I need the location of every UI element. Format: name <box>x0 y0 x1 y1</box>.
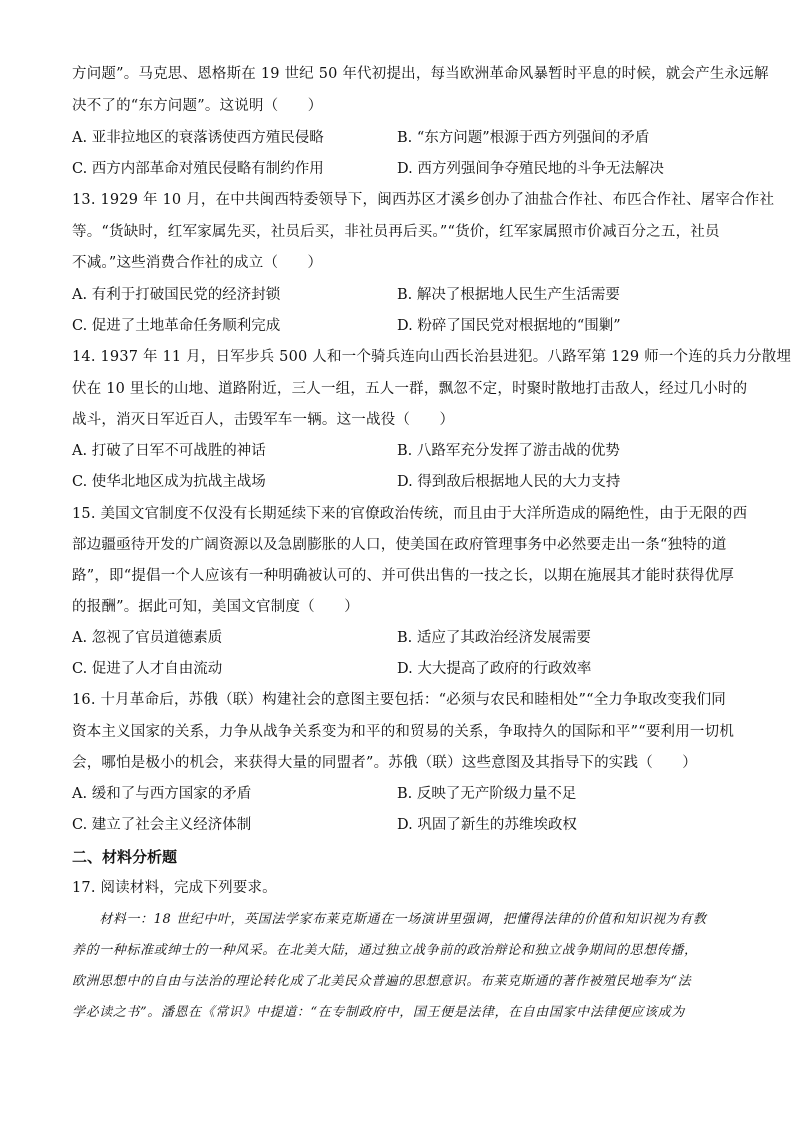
q14-stem-line-1: 14. 1937 年 11 月，日军步兵 500 人和一个骑兵连向山西长治县进犯。八路军第 129 师一个连的兵力分散埋 <box>72 349 792 365</box>
q15-option-b: B. 适应了其政治经济发展需要 <box>397 630 591 646</box>
q12-option-d: D. 西方列强间争夺殖民地的斗争无法解决 <box>397 161 664 177</box>
q13-option-d: D. 粉碎了国民党对根据地的“围剿” <box>397 318 621 334</box>
q15-option-c: C. 促进了人才自由流动 <box>72 661 223 677</box>
q17-material-line-3: 欧洲思想中的自由与法治的理论转化成了北美民众普遍的思想意识。布莱克斯通的著作被殖民地奉为“法 <box>72 974 692 989</box>
q14-stem-line-2: 伏在 10 里长的山地、道路附近，三人一组，五人一群，飘忽不定，时聚时散地打击敌人，经过几小时的 <box>72 381 748 397</box>
q12-stem-line-2: 决不了的“东方问题”。这说明（ ） <box>72 98 323 114</box>
q14-option-d: D. 得到敌后根据地人民的大力支持 <box>397 474 621 490</box>
q17-material-line-4: 学必读之书”。潘恩在《常识》中提道：“在专制政府中，国王便是法律，在自由国家中法律便应该成为 <box>72 1005 685 1020</box>
section-title: 二、材料分析题 <box>72 848 178 866</box>
q17-material-line-1: 材料一：18 世纪中叶，英国法学家布莱克斯通在一场演讲里强调，把懂得法律的价值和知识视为有教 <box>72 912 707 927</box>
q14-option-c: C. 使华北地区成为抗战主战场 <box>72 474 266 490</box>
q15-stem-line-1: 15. 美国文官制度不仅没有长期延续下来的官僚政治传统，而且由于大洋所造成的隔绝性，由于无限的西 <box>72 506 748 522</box>
q12-option-c: C. 西方内部革命对殖民侵略有制约作用 <box>72 161 324 177</box>
q15-stem-line-3: 路”，即“提倡一个人应该有一种明确被认可的、并可供出售的一技之长，以期在施展其才能时获得优厚 <box>72 568 735 584</box>
q16-option-c: C. 建立了社会主义经济体制 <box>72 817 252 833</box>
q16-option-a: A. 缓和了与西方国家的矛盾 <box>72 786 252 802</box>
q16-option-d: D. 巩固了新生的苏维埃政权 <box>397 817 577 833</box>
q17-stem: 17. 阅读材料，完成下列要求。 <box>72 880 277 896</box>
q15-stem-line-2: 部边疆亟待开发的广阔资源以及急剧膨胀的人口，使美国在政府管理事务中必然要走出一条“独特的道 <box>72 537 727 553</box>
q13-option-b: B. 解决了根据地人民生产生活需要 <box>397 287 620 303</box>
q12-option-b: B. “东方问题”根源于西方列强间的矛盾 <box>397 130 650 146</box>
q15-stem-line-4: 的报酬”。据此可知，美国文官制度（ ） <box>72 599 359 615</box>
q14-option-a: A. 打破了日军不可战胜的神话 <box>72 443 266 459</box>
q15-option-a: A. 忽视了官员道德素质 <box>72 630 223 646</box>
q12-option-a: A. 亚非拉地区的衰落诱使西方殖民侵略 <box>72 130 324 146</box>
q13-option-a: A. 有利于打破国民党的经济封锁 <box>72 287 281 303</box>
q15-option-d: D. 大大提高了政府的行政效率 <box>397 661 592 677</box>
q13-stem-line-3: 不减。”这些消费合作社的成立（ ） <box>72 255 323 271</box>
q13-stem-line-2: 等。“货缺时，红军家属先买，社员后买，非社员再后买。”“货价，红军家属照市价减百分之五，社员 <box>72 224 720 240</box>
q13-option-c: C. 促进了土地革命任务顺利完成 <box>72 318 281 334</box>
q16-stem-line-1: 16. 十月革命后，苏俄（联）构建社会的意图主要包括：“必须与农民和睦相处”“全力争取改变我们同 <box>72 692 727 708</box>
q14-stem-line-3: 战斗，消灭日军近百人，击毁军车一辆。这一战役（ ） <box>72 412 455 428</box>
q17-material-line-2: 养的一种标准或绅士的一种风采。在北美大陆，通过独立战争前的政治辩论和独立战争期间的思想传播， <box>72 943 698 958</box>
q12-stem-line-1: 方问题”。马克思、恩格斯在 19 世纪 50 年代初提出，每当欧洲革命风暴暂时平息的时候，就会产生永远解 <box>72 66 769 82</box>
q16-option-b: B. 反映了无产阶级力量不足 <box>397 786 577 802</box>
q16-stem-line-3: 会，哪怕是极小的机会，来获得大量的同盟者”。苏俄（联）这些意图及其指导下的实践（ ） <box>72 755 698 771</box>
q14-option-b: B. 八路军充分发挥了游击战的优势 <box>397 443 620 459</box>
q16-stem-line-2: 资本主义国家的关系，力争从战争关系变为和平的和贸易的关系，争取持久的国际和平”“要利用一切机 <box>72 724 735 740</box>
q13-stem-line-1: 13. 1929 年 10 月，在中共闽西特委领导下，闽西苏区才溪乡创办了油盐合作社、布匹合作社、屠宰合作社 <box>72 192 775 208</box>
